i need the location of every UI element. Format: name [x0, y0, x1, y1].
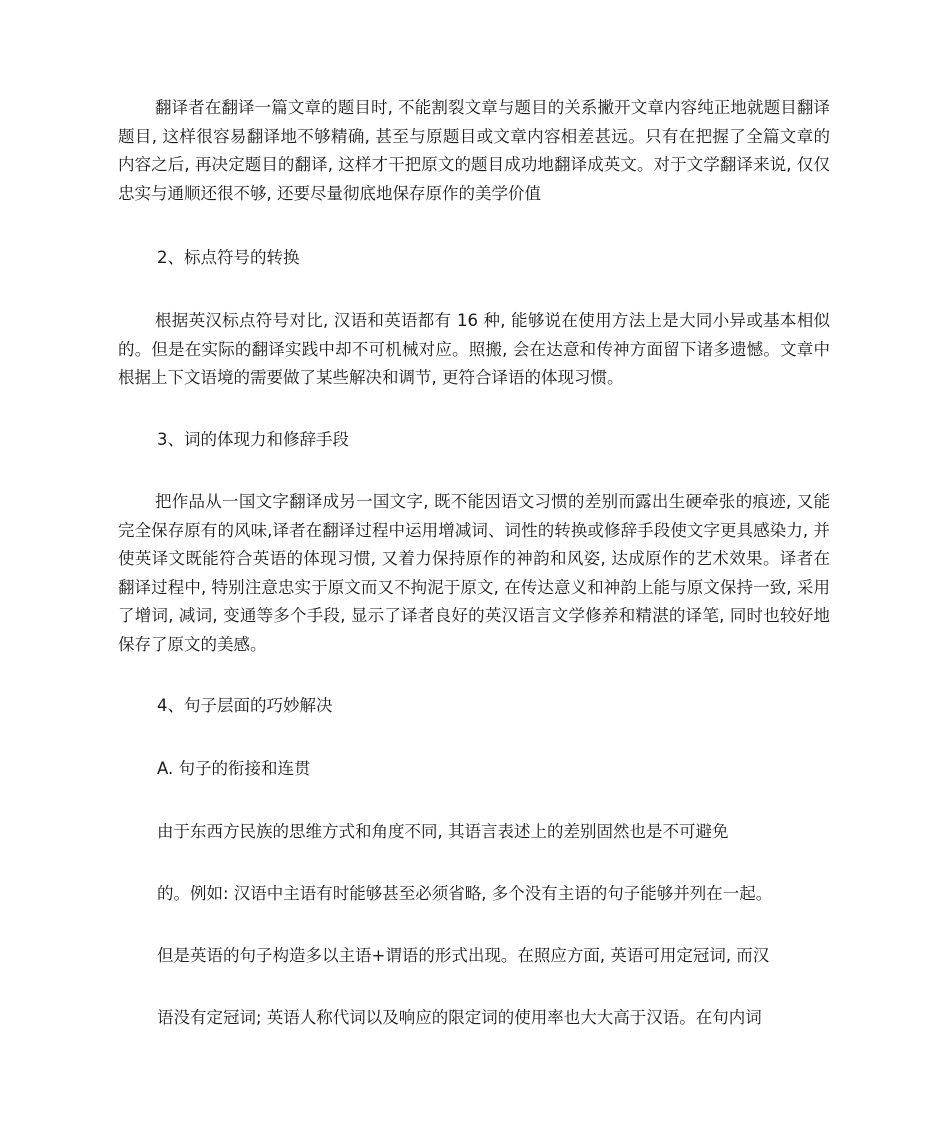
heading-punctuation: 2、标点符号的转换	[157, 248, 300, 267]
paragraph-punctuation: 根据英汉标点符号对比, 汉语和英语都有 16 种, 能够说在使用方法上是大同小异或基本相似的。但是在实际的翻译实践中却不可机械对应。照搬, 会在达意和传神方面留下诸多遗憾。文章中根据上下文语境的需要做了某些解决和调节, 更符合译语的体现习惯。	[118, 311, 830, 387]
heading-word-expression: 3、词的体现力和修辞手段	[157, 430, 349, 449]
text-line: 语没有定冠词; 英语人称代词以及响应的限定词的使用率也大大高于汉语。在句内词	[157, 1008, 762, 1027]
subheading-cohesion: A. 句子的衔接和连贯	[157, 759, 311, 778]
text-line: 的。例如: 汉语中主语有时能够甚至必须省略, 多个没有主语的句子能够并列在一起。	[157, 884, 773, 903]
heading-sentence-level: 4、句子层面的巧妙解决	[157, 696, 333, 715]
paragraph-word-expression: 把作品从一国文字翻译成另一国文字, 既不能因语文习惯的差别而露出生硬牵张的痕迹, 又能完全保存原有的风味,译者在翻译过程中运用增减词、词性的转换或修辞手段使文字更具感染力, 并使英译文既能符合英语的体现习惯, 又着力保持原作的神韵和风姿, 达成原作的艺术效果。译者在翻译过程中, 特别注意忠实于原文而又不拘泥于原文, 在传达意义和神韵上能与原文保持一致, 采用了增词, 减词, 变通等多个手段, 显示了译者良好的英汉语言文学修养和精湛的译笔, 同时也较好地保存了原文的美感。	[118, 492, 830, 654]
text-line: 由于东西方民族的思维方式和角度不同, 其语言表述上的差别固然也是不可避免	[157, 822, 729, 841]
text-line: 但是英语的句子构造多以主语+谓语的形式出现。在照应方面, 英语可用定冠词, 而汉	[157, 946, 770, 965]
paragraph-title-translation: 翻译者在翻译一篇文章的题目时, 不能割裂文章与题目的关系撇开文章内容纯正地就题目翻译题目, 这样很容易翻译地不够精确, 甚至与原题目或文章内容相差甚远。只有在把握了全篇文章的内容之后, 再决定题目的翻译, 这样才干把原文的题目成功地翻译成英文。对于文学翻译来说, 仅仅忠实与通顺还很不够, 还要尽量彻底地保存原作的美学价值	[118, 98, 830, 203]
